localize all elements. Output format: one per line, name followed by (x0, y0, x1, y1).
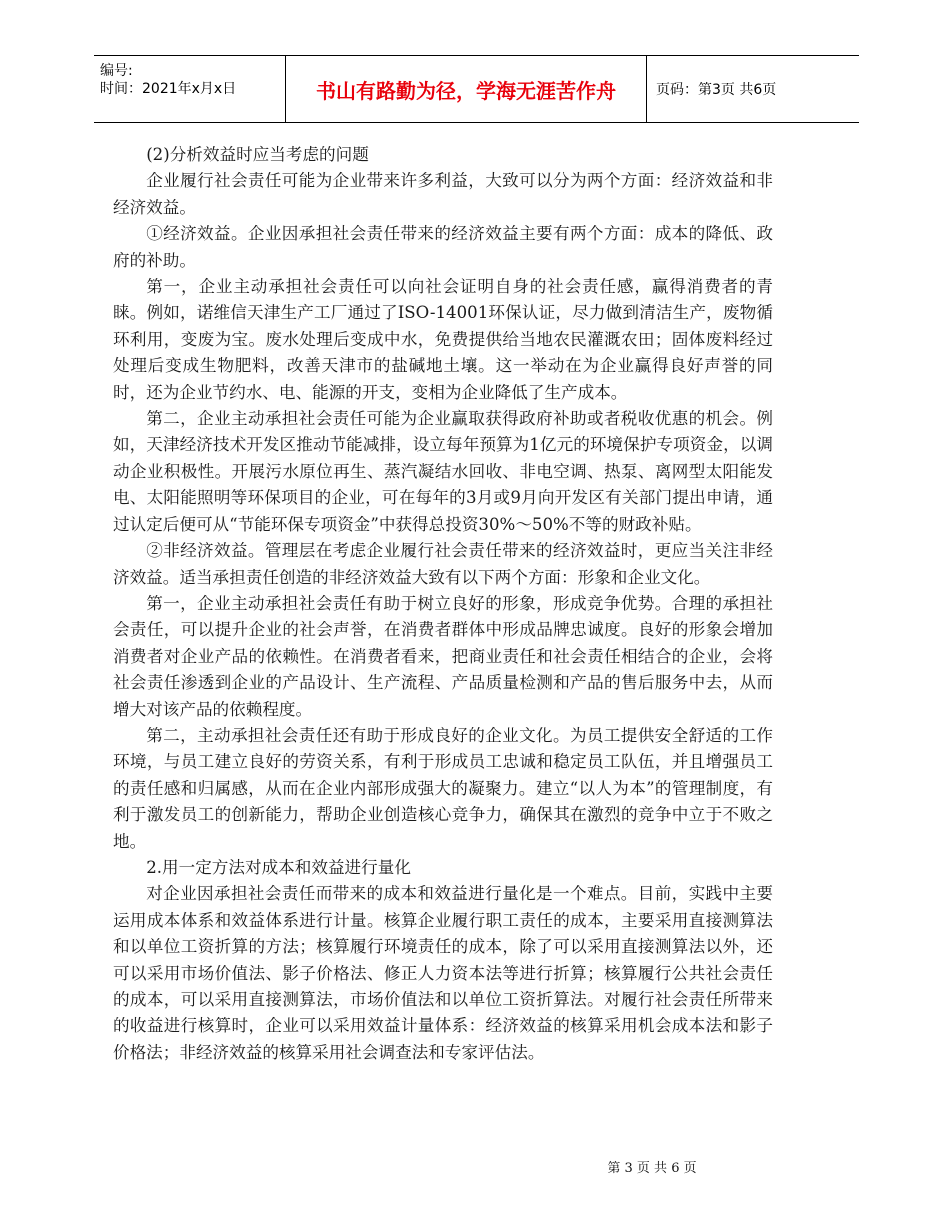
header-meta-cell (94, 56, 286, 122)
section-heading: 2.用一定方法对成本和效益进行量化 (146, 857, 411, 877)
body-paragraph: 第一，企业主动承担社会责任可以向社会证明自身的社会责任感，赢得消费者的青睐。例如，诺维信天津生产工厂通过了ISO-14001环保认证，尽力做到清洁生产，废物循环利用，变废为宝。废水处理后变成中水，免费提供给当地农民灌溉农田；固体废料经过处理后变成生物肥料，改善天津市的盐碱地土壤。这一举动在为企业赢得良好声誉的同时，还为企业节约水、电、能源的开支，变相为企业降低了生产成本。 (113, 277, 773, 402)
code-label: 编号: (100, 63, 133, 79)
body-paragraph: ②非经济效益。管理层在考虑企业履行社会责任带来的经济效益时，更应当关注非经济效益。适当承担责任创造的非经济效益大致有以下两个方面：形象和企业文化。 (113, 541, 773, 587)
page-footer (0, 1157, 950, 1176)
footer-page-number: 第 3 页 共 6 页 (607, 1161, 697, 1176)
time-label: 时间：2021年x月x日 (100, 81, 237, 97)
page-header (94, 55, 859, 123)
body-paragraph: 对企业因承担社会责任而带来的成本和效益进行量化是一个难点。目前，实践中主要运用成本体系和效益体系进行计量。核算企业履行职工责任的成本，主要采用直接测算法和以单位工资折算的方法；核算履行环境责任的成本，除了可以采用直接测算法以外，还可以采用市场价值法、影子价格法、修正人力资本法等进行折算；核算履行公共社会责任的成本，可以采用直接测算法，市场价值法和以单位工资折算法。对履行社会责任所带来的收益进行核算时，企业可以采用效益计量体系：经济效益的核算采用机会成本法和影子价格法；非经济效益的核算采用社会调查法和专家评估法。 (113, 884, 773, 1062)
body-paragraph: 第一，企业主动承担社会责任有助于树立良好的形象，形成竞争优势。合理的承担社会责任，可以提升企业的社会声誉，在消费者群体中形成品牌忠诚度。良好的形象会增加消费者对企业产品的依赖性。在消费者看来，把商业责任和社会责任相结合的企业，会将社会责任渗透到企业的产品设计、生产流程、产品质量检测和产品的售后服务中去，从而增大对该产品的依赖程度。 (113, 593, 773, 719)
body-paragraph: 第二，主动承担社会责任还有助于形成良好的企业文化。为员工提供安全舒适的工作环境，与员工建立良好的劳资关系，有利于形成员工忠诚和稳定员工队伍，并且增强员工的责任感和归属感，从而在企业内部形成强大的凝聚力。建立“以人为本”的管理制度，有利于激发员工的创新能力，帮助企业创造核心竞争力，确保其在激烈的竞争中立于不败之地。 (113, 725, 773, 851)
header-page-label: 页码：第3页 共6页 (656, 82, 777, 98)
document-body (113, 142, 773, 1066)
body-paragraph: 企业履行社会责任可能为企业带来许多利益，大致可以分为两个方面：经济效益和非经济效益。 (113, 171, 773, 217)
header-motto: 书山有路勤为径，学海无涯苦作舟 (286, 56, 647, 122)
body-paragraph: ①经济效益。企业因承担社会责任带来的经济效益主要有两个方面：成本的降低、政府的补助。 (113, 224, 773, 270)
section-heading: (2)分析效益时应当考虑的问题 (146, 145, 369, 164)
body-paragraph: 第二，企业主动承担社会责任可能为企业赢取获得政府补助或者税收优惠的机会。例如，天津经济技术开发区推动节能减排，设立每年预算为1亿元的环境保护专项资金，以调动企业积极性。开展污水原位再生、蒸汽凝结水回收、非电空调、热泵、离网型太阳能发电、太阳能照明等环保项目的企业，可在每年的3月或9月向开发区有关部门提出申请，通过认定后便可从“节能环保专项资金”中获得总投资30%～50%不等的财政补贴。 (113, 409, 773, 534)
